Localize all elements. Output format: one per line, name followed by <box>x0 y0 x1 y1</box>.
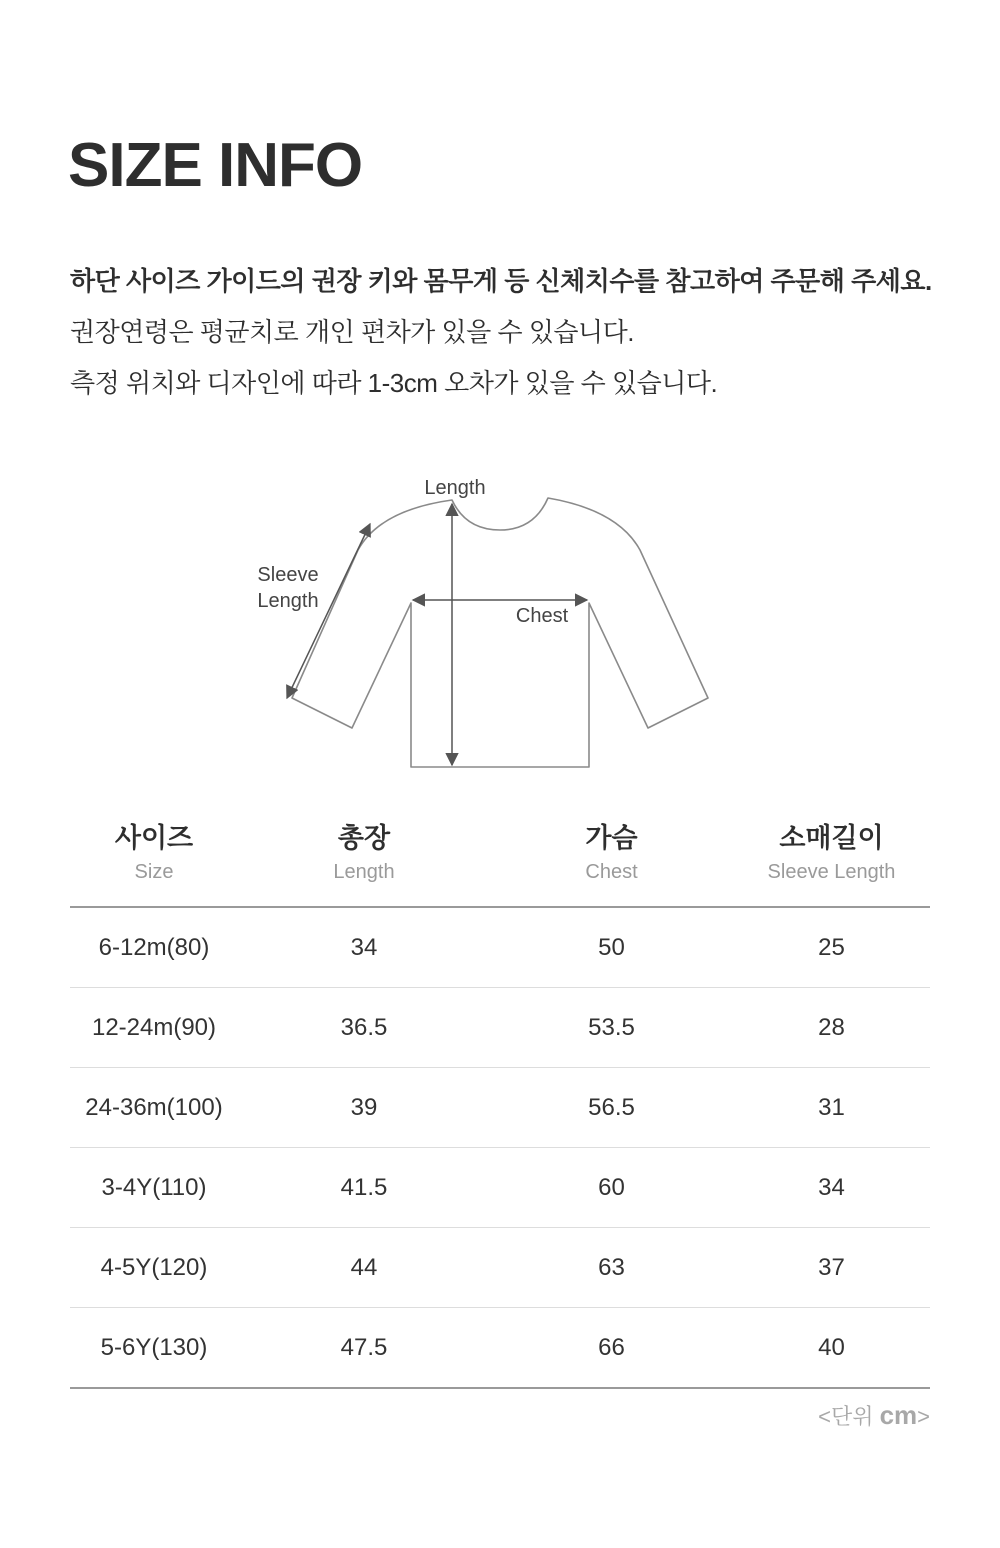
header-size <box>70 800 238 907</box>
sleeve-label-line-1: Sleeve <box>257 564 319 586</box>
header-sleeve-en: Sleeve Length <box>767 861 896 883</box>
unit-value: cm <box>879 1400 918 1430</box>
garment-illustration <box>240 460 740 790</box>
header-length <box>238 800 490 907</box>
cell-chest: 56.5 <box>490 1068 733 1148</box>
header-length-en: Length <box>333 861 395 883</box>
cell-size: 12-24m(90) <box>70 988 238 1068</box>
header-chest-ko: 가슴 <box>585 823 638 853</box>
intro-line-3: 측정 위치와 디자인에 따라 1-3cm 오차가 있을 수 있습니다. <box>70 368 718 398</box>
intro-line-1: 하단 사이즈 가이드의 권장 키와 몸무게 등 신체치수를 참고하여 주문해 주세요. <box>70 266 932 296</box>
cell-chest: 63 <box>490 1228 733 1308</box>
cell-sleeve: 34 <box>733 1148 930 1228</box>
cell-size: 5-6Y(130) <box>70 1308 238 1389</box>
unit-label: 단위 <box>830 1404 880 1429</box>
header-length-ko: 총장 <box>337 823 391 853</box>
table-row <box>70 988 930 1068</box>
cell-size: 4-5Y(120) <box>70 1228 238 1308</box>
header-chest-en: Chest <box>585 861 638 883</box>
cell-size: 3-4Y(110) <box>70 1148 238 1228</box>
unit-open: < <box>818 1404 831 1429</box>
table-row <box>70 907 930 988</box>
garment-outline <box>292 498 708 767</box>
unit-close: > <box>917 1404 930 1429</box>
cell-length: 41.5 <box>238 1148 490 1228</box>
length-label: Length <box>424 477 486 499</box>
cell-length: 39 <box>238 1068 490 1148</box>
cell-sleeve: 25 <box>733 907 930 988</box>
cell-sleeve: 28 <box>733 988 930 1068</box>
cell-sleeve: 37 <box>733 1228 930 1308</box>
header-chest <box>490 800 733 907</box>
size-table <box>70 800 930 1389</box>
cell-length: 36.5 <box>238 988 490 1068</box>
cell-sleeve: 40 <box>733 1308 930 1389</box>
header-size-en: Size <box>134 861 174 883</box>
cell-length: 47.5 <box>238 1308 490 1389</box>
cell-chest: 53.5 <box>490 988 733 1068</box>
cell-length: 34 <box>238 907 490 988</box>
cell-size: 24-36m(100) <box>70 1068 238 1148</box>
header-size-ko: 사이즈 <box>114 823 194 853</box>
cell-chest: 50 <box>490 907 733 988</box>
intro-text <box>70 258 950 411</box>
table-row <box>70 1068 930 1148</box>
unit-note <box>818 1400 930 1431</box>
cell-chest: 60 <box>490 1148 733 1228</box>
intro-line-2: 권장연령은 평균치로 개인 편차가 있을 수 있습니다. <box>70 317 635 347</box>
chest-label: Chest <box>515 605 569 627</box>
sleeve-label-line-2: Length <box>257 590 319 612</box>
table-row <box>70 1308 930 1389</box>
header-sleeve <box>733 800 930 907</box>
cell-sleeve: 31 <box>733 1068 930 1148</box>
header-sleeve-ko: 소매길이 <box>779 823 884 853</box>
page-title: SIZE INFO <box>68 131 363 200</box>
cell-size: 6-12m(80) <box>70 907 238 988</box>
table-row <box>70 1148 930 1228</box>
cell-length: 44 <box>238 1228 490 1308</box>
table-header-row <box>70 800 930 907</box>
garment-diagram <box>240 460 740 790</box>
cell-chest: 66 <box>490 1308 733 1389</box>
table-row <box>70 1228 930 1308</box>
